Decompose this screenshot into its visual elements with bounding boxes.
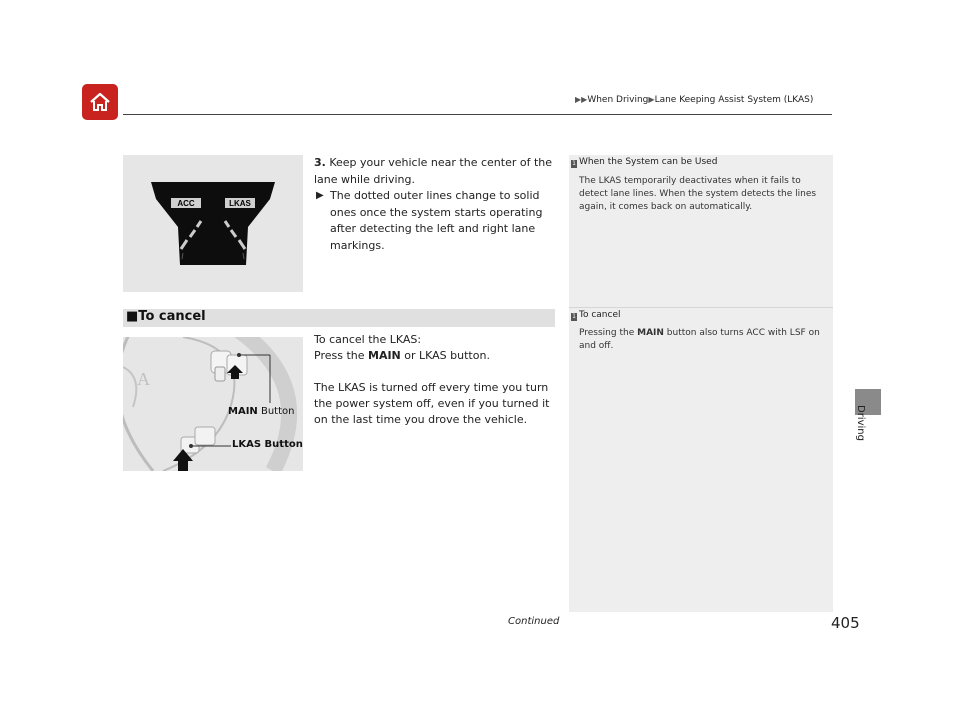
notes-column (569, 155, 833, 612)
section-heading (126, 309, 206, 324)
lkas-button-callout (232, 439, 303, 450)
note-icon: 1 (572, 313, 576, 320)
breadcrumb-item-when-driving[interactable]: When Driving (587, 95, 649, 105)
breadcrumb-item-lkas[interactable]: Lane Keeping Assist System (LKAS) (654, 95, 814, 105)
note-1-body: The LKAS temporarily deactivates when it fails to detect lane lines. When the system detects the lines again, it comes back on automatically. (579, 176, 817, 212)
step-result (314, 188, 554, 254)
step-result-text: The dotted outer lines change to solid ones once the system starts operating after detecting the left and right lane markings. (330, 189, 543, 252)
main-button-callout (228, 406, 294, 417)
continued-label: Continued (508, 616, 560, 627)
step-number: 3. (314, 156, 326, 169)
section-title: To cancel (138, 309, 206, 324)
note-1-title: 1 When the System can be Used (572, 157, 718, 167)
cancel-instructions: To cancel the LKAS: Press the MAIN or LKAS button. The LKAS is turned off every time you turn the power system off, even if you turned it on the last time you drove the vehicle. (314, 332, 559, 444)
main-button-ref: MAIN (368, 349, 401, 362)
lkas-display-illustration (123, 155, 303, 292)
double-arrow-icon: ▶▶ (575, 95, 588, 104)
section-tab-label: Driving (855, 405, 866, 441)
note-icon: 1 (572, 160, 576, 167)
home-button[interactable] (82, 84, 118, 120)
breadcrumb (575, 95, 813, 105)
main-button-ref: MAIN (637, 328, 664, 338)
page-number: 405 (831, 614, 860, 632)
lkas-button-label: LKAS Button (232, 439, 303, 450)
main-button-label-rest: Button (257, 406, 295, 417)
home-icon (88, 90, 112, 114)
result-arrow-icon: ▶ (316, 190, 324, 201)
main-button-label-bold: MAIN (228, 406, 258, 417)
step-3 (314, 155, 554, 254)
cancel-intro: To cancel the LKAS: (314, 333, 422, 346)
arrow-icon: ▶ (648, 95, 655, 104)
step-text: Keep your vehicle near the center of the lane while driving. (314, 156, 553, 186)
svg-text:A: A (137, 369, 150, 389)
section-marker: ■ (126, 309, 139, 324)
note-2-title: 1 To cancel (572, 310, 621, 320)
power-off-note: The LKAS is turned off every time you turn the power system off, even if you turned it on the last time you drove the vehicle. (314, 381, 550, 426)
header-divider (123, 114, 832, 115)
notes-divider (569, 307, 833, 308)
note-2-body: Pressing the MAIN button also turns ACC with LSF on and off. (579, 328, 820, 351)
steering-wheel-illustration (123, 337, 303, 471)
acc-indicator-label: ACC (177, 199, 195, 208)
lkas-indicator-label: LKAS (229, 199, 251, 208)
